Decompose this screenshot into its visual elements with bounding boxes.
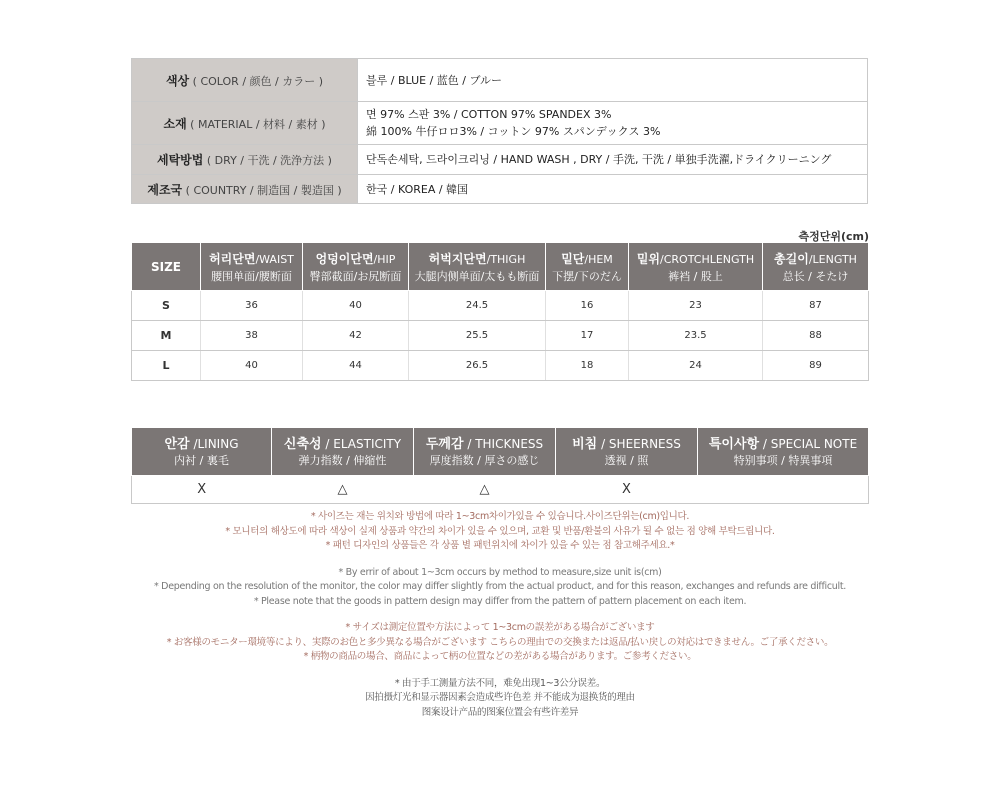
fabric-value-thickness: △	[414, 476, 556, 504]
note-line: * By errir of about 1~3cm occurs by method to measure,size unit is(cm)	[338, 566, 662, 578]
size-header-hip	[303, 243, 409, 291]
header-rest: /CROTCHLENGTH	[660, 252, 755, 266]
header-sub: 总长 / そたけ	[782, 269, 849, 283]
header-rest: / THICKNESS	[463, 436, 544, 451]
size-row-m	[132, 321, 869, 351]
fabric-table	[131, 427, 869, 504]
note-line: * 柄物の商品の場合、商品によって柄の位置などの差がある場合があります。ご参考ください。	[303, 651, 697, 662]
info-row-color	[132, 59, 868, 102]
fabric-header-thickness	[414, 428, 556, 476]
fabric-value-elasticity: △	[272, 476, 414, 504]
note-line: * 사이즈는 재는 위치와 방법에 따라 1~3cm차이가있을 수 있습니다.사이즈단위는(cm)입니다.	[310, 511, 690, 522]
header-rest: /THIGH	[486, 252, 526, 266]
info-key-bold: 세탁방법	[157, 153, 204, 167]
size-header-waist	[201, 243, 303, 291]
header-rest: / ELASTICITY	[321, 436, 402, 451]
info-key-color	[132, 59, 358, 102]
product-info-table	[131, 58, 868, 204]
size-cell: 40	[201, 351, 303, 381]
header-bold: 비침	[572, 436, 598, 452]
size-cell: 23	[629, 291, 763, 321]
info-value-country	[358, 175, 868, 204]
info-key-bold: 색상	[165, 73, 190, 88]
header-rest: /HEM	[584, 252, 613, 266]
header-sub: 特别事项 / 特異事項	[733, 453, 833, 467]
header-rest: /LINING	[189, 436, 239, 451]
size-table	[131, 242, 869, 381]
info-row-material	[132, 102, 868, 145]
header-sub: 透视 / 照	[604, 453, 649, 467]
note-line: * 由于手工测量方法不同，难免出现1~3公分误差。	[394, 677, 606, 689]
info-row-country	[132, 175, 868, 204]
size-cell: 23.5	[629, 321, 763, 351]
fabric-header-elasticity	[272, 428, 414, 476]
fabric-value-sheerness: X	[556, 476, 698, 504]
header-bold: 특이사항	[708, 436, 760, 452]
note-line: * お客様のモニター環境等により、実際のお色と多少異なる場合がございます こちらの理由での交換または返品/払い戻しの対応はできません。ご了承ください。	[166, 636, 834, 648]
header-sub: 裤裆 / 股上	[668, 269, 723, 283]
info-key-rest: ( COUNTRY / 制造国 / 製造国 )	[182, 183, 342, 197]
info-key-rest: ( DRY / 干洗 / 洗浄方法 )	[203, 154, 332, 167]
fabric-value-row	[132, 476, 869, 504]
size-label: M	[132, 321, 201, 351]
header-rest: /HIP	[373, 252, 396, 266]
size-cell: 89	[763, 351, 869, 381]
note-line: * 모니터의 해상도에 따라 색상이 실제 상품과 약간의 차이가 있을 수 있으며, 교환 및 반품/환불의 사유가 될 수 없는 점 양해 부탁드립니다.	[225, 525, 775, 537]
size-unit-label: 측정단위(cm)	[798, 230, 869, 243]
notes-korean	[0, 510, 1000, 554]
header-sub: 弹力指数 / 伸縮性	[298, 453, 387, 467]
notes-chinese	[0, 677, 1000, 721]
fabric-header-row	[132, 428, 869, 476]
size-cell: 25.5	[409, 321, 546, 351]
size-cell: 87	[763, 291, 869, 321]
info-key-rest: ( MATERIAL / 材料 / 素材 )	[186, 117, 326, 131]
header-bold: 밑단	[561, 251, 585, 266]
note-line: * Depending on the resolution of the monitor, the color may differ slightly from the actual product, and for this reason, exchanges and refunds are difficult.	[154, 581, 846, 592]
info-row-wash	[132, 145, 868, 175]
header-bold: 두께감	[425, 436, 464, 452]
size-header-hem	[546, 243, 629, 291]
size-header-thigh	[409, 243, 546, 291]
size-cell: 18	[546, 351, 629, 381]
info-key-rest: ( COLOR / 颜色 / カラー )	[189, 74, 324, 88]
header-sub: 厚度指数 / 厚さの感じ	[429, 453, 540, 467]
fabric-value-special-note	[698, 476, 869, 504]
info-key-country	[132, 175, 358, 204]
info-value-wash	[358, 145, 868, 175]
note-line: * Please note that the goods in pattern design may differ from the pattern of pattern placement on each item.	[253, 595, 747, 607]
info-value-line: 면 97% 스판 3% / COTTON 97% SPANDEX 3%	[366, 108, 612, 121]
header-sub: 臀部截面/お尻断面	[309, 269, 402, 283]
header-rest: /LENGTH	[808, 252, 857, 266]
note-line: 因拍摄灯光和显示器因素会造成些许色差 并不能成为退换货的理由	[365, 692, 635, 703]
info-value-color	[358, 59, 868, 102]
size-notes	[0, 510, 1000, 732]
note-line: 图案设计产品的图案位置会有些许差异	[421, 706, 579, 718]
header-bold: 신축성	[283, 436, 322, 452]
info-key-bold: 소재	[163, 116, 187, 131]
size-cell: 26.5	[409, 351, 546, 381]
header-sub: 下摆/下のだん	[552, 269, 622, 283]
notes-japanese	[0, 621, 1000, 665]
size-cell: 38	[201, 321, 303, 351]
fabric-value-lining: X	[132, 476, 272, 504]
info-value-line: 블루 / BLUE / 蓝色 / ブルー	[366, 73, 503, 87]
size-cell: 42	[303, 321, 409, 351]
info-value-material	[358, 102, 868, 145]
size-cell: 88	[763, 321, 869, 351]
size-cell: 44	[303, 351, 409, 381]
header-sub: 大腿内侧单面/太もも断面	[414, 269, 540, 283]
size-label: S	[132, 291, 201, 321]
info-key-bold: 제조국	[147, 182, 183, 197]
header-bold: 허벅지단면	[428, 251, 487, 266]
size-cell: 16	[546, 291, 629, 321]
size-corner-header: SIZE	[132, 243, 201, 291]
size-header-length	[763, 243, 869, 291]
fabric-header-sheerness	[556, 428, 698, 476]
size-row-s	[132, 291, 869, 321]
size-cell: 36	[201, 291, 303, 321]
size-header-crotch	[629, 243, 763, 291]
info-value-line: 단독손세탁, 드라이크리닝 / HAND WASH , DRY / 手洗, 干洗 / 単独手洗濯,ドライクリーニング	[366, 153, 832, 166]
size-row-l	[132, 351, 869, 381]
note-line: * サイズは測定位置や方法によって 1~3cmの誤差がある場合がございます	[345, 622, 655, 633]
size-cell: 40	[303, 291, 409, 321]
info-key-wash	[132, 145, 358, 175]
header-bold: 엉덩이단면	[315, 251, 374, 266]
header-rest: / SHEERNESS	[597, 436, 681, 451]
size-cell: 24	[629, 351, 763, 381]
size-header-row	[132, 243, 869, 291]
header-bold: 허리단면	[209, 251, 256, 266]
header-rest: / SPECIAL NOTE	[759, 436, 858, 451]
header-rest: /WAIST	[255, 252, 294, 266]
size-cell: 24.5	[409, 291, 546, 321]
size-cell: 17	[546, 321, 629, 351]
info-key-material	[132, 102, 358, 145]
fabric-header-lining	[132, 428, 272, 476]
note-line: * 패턴 디자인의 상품들은 각 상품 별 패턴위치에 차이가 있을 수 있는 점 참고해주세요.*	[325, 540, 675, 551]
size-label: L	[132, 351, 201, 381]
header-bold: 총길이	[774, 251, 809, 266]
header-bold: 안감	[164, 436, 190, 452]
info-value-line: 한국 / KOREA / 韓国	[366, 182, 469, 196]
header-sub: 腰围单面/腰断面	[211, 269, 292, 283]
fabric-header-special-note	[698, 428, 869, 476]
notes-english	[0, 566, 1000, 610]
info-value-line: 綿 100% 牛仔ロロ3% / コットン 97% スパンデックス 3%	[366, 125, 661, 138]
header-sub: 内衬 / 裏毛	[174, 453, 229, 467]
header-bold: 밑위	[636, 251, 661, 266]
